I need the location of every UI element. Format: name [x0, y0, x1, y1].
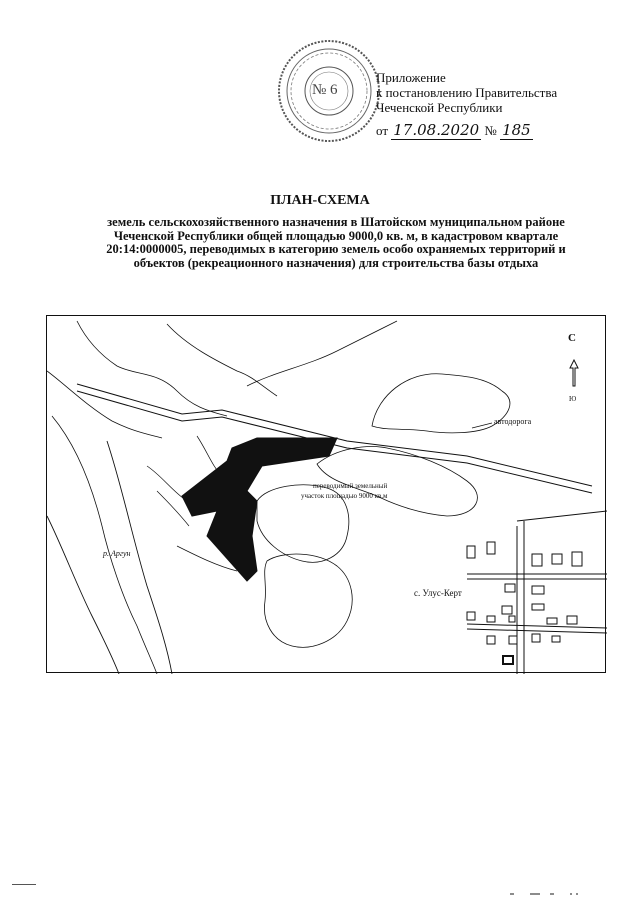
- document-subtitle: земель сельскохозяйственного назначения в Шатойском муниципальном районе Чеченской Республики общей площадью 9000,0 кв. м, в кадастровом квартале 20:14:0000005, переводимых в категорию земель особо охраняемых территорий и объектов (рекреационного назначения) для строительства базы отдыха: [106, 215, 566, 270]
- handwritten-date: 17.08.2020: [393, 121, 480, 139]
- river-label: р. Аргун: [103, 549, 131, 558]
- compass-north-label: С: [568, 332, 576, 344]
- appendix-header: [376, 70, 557, 138]
- number-label: №: [484, 123, 497, 138]
- document-title: ПЛАН-СХЕМА: [270, 193, 370, 208]
- plot-label-line-1: переводимый земельный: [313, 482, 388, 490]
- scan-mark-left: [12, 884, 36, 885]
- appendix-line-1: Приложение: [376, 70, 446, 85]
- stamp-number: № 6: [312, 82, 338, 98]
- from-label: от: [376, 123, 389, 138]
- road-label: автодорога: [494, 417, 532, 426]
- village-label: с. Улус-Керт: [414, 588, 462, 598]
- official-stamp: [276, 38, 382, 144]
- appendix-line-3: Чеченской Республики: [376, 100, 503, 115]
- compass-south-label: Ю: [569, 395, 577, 403]
- appendix-date-line: [376, 123, 557, 138]
- appendix-line-2: к постановлению Правительства: [376, 85, 558, 100]
- handwritten-number: 185: [502, 121, 531, 139]
- scan-mark-right: [510, 883, 580, 885]
- site-map: [46, 315, 606, 673]
- plot-label-line-2: участок площадью 9000 кв.м: [301, 492, 388, 500]
